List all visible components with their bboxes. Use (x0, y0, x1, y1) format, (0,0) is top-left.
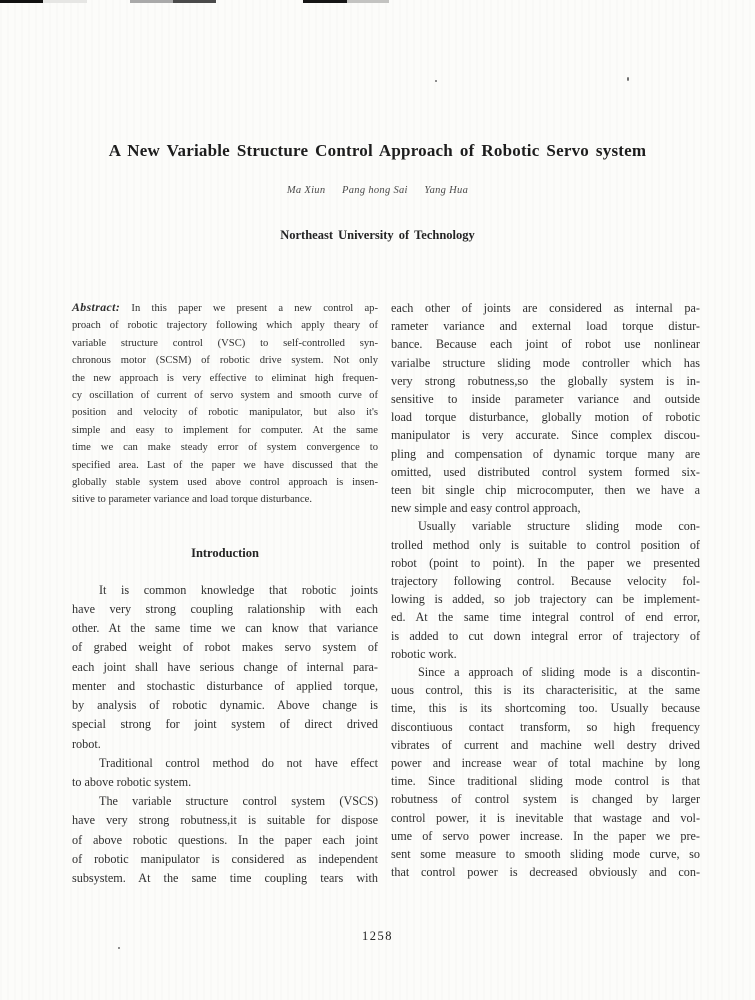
text-line: omitted, used distributed control system formed six- (391, 464, 700, 479)
text-line: chronous motor (SCSM) of robotic drive system. Not only (72, 355, 378, 367)
page-number: 1258 (362, 929, 393, 943)
scan-artifact (43, 0, 87, 3)
text-line: load torque disturbance, globally motion of robotic (391, 410, 700, 425)
text-line: of above robotic questions. In the paper each joint (72, 832, 378, 847)
text-line: position and velocity of robotic manipulator, but also it's (72, 407, 378, 419)
text-line: each joint shall have serious change of internal para- (72, 659, 378, 674)
text-line: proach of robotic trajectory following which apply theary of (72, 320, 378, 332)
text-line: uous control, this is its characterisitic, at the same (391, 683, 700, 698)
text-line: variable structure control (VSC) to self-controlled syn- (72, 337, 378, 349)
authors-line: Ma Xiun Pang hong Sai Yang Hua (286, 185, 469, 196)
text-line: globally stable system used above control approach is insen- (72, 477, 378, 489)
text-line: It is common knowledge that robotic joints (99, 582, 378, 597)
text-line: Abstract: In this paper we present a new control ap- (72, 300, 378, 314)
text-line: sent some measure to smooth sliding mode curve, so (391, 847, 700, 862)
text-line: Usually variable structure sliding mode con- (418, 519, 700, 534)
text-line: of robotic manipulator is considered as independent (72, 851, 378, 866)
text-line: sensitive to inside parameter variance and outside (391, 392, 700, 407)
scan-artifact (173, 0, 216, 3)
text-line: very strong robutness,so the globally system is in- (391, 373, 700, 388)
text-line: menter and stochastic disturbance of applied torque, (72, 678, 378, 693)
text-line: robutness of control system is changed by larger (391, 792, 700, 807)
scan-artifact (347, 0, 389, 3)
text-line: other. At the same time we can know that variance (72, 621, 378, 636)
text-line: lowing is added, so job trajectory can be implement- (391, 592, 700, 607)
text-line: varialbe structure sliding mode controller which has (391, 355, 700, 370)
text-line: robot (point to point). In the paper we presented (391, 555, 700, 570)
text-line: power and increase wear of total machine by long (391, 756, 700, 771)
text-line: sitive to parameter variance and load torque disturbance. (72, 494, 313, 506)
text-line: rameter variance and external load torque distur- (391, 319, 700, 334)
text-line: time. Since traditional sliding mode control is that (391, 774, 700, 789)
text-line: is added to cut down integral error of trajectory of (391, 628, 700, 643)
text-line: that control power is decreased obviously and con- (391, 865, 700, 880)
text-line: teen bit single chip microcomputer, then we have a (391, 483, 700, 498)
text-line: trajectory following control. Because velocity fol- (391, 574, 700, 589)
text-line: vibrates of current and machine well destry drived (391, 737, 700, 752)
text-line: by analysis of robotic dynamic. Above change is (72, 698, 378, 713)
text-line: Traditional control method do not have effect (99, 755, 378, 770)
text-line: special strong for joint system of direct drived (72, 717, 378, 732)
text-line: each other of joints are considered as internal pa- (391, 301, 700, 315)
text-line: Since a approach of sliding mode is a discontin- (418, 665, 700, 680)
text-line: trolled method only is suitable to control position of (391, 537, 700, 552)
text-line: ume of servo power increase. In the paper we pre- (391, 828, 700, 843)
text-line: cy oscillation of current of servo system and smooth curve of (72, 390, 378, 402)
text-line: specified area. Last of the paper we have discussed that the (72, 459, 378, 471)
abstract-label: Abstract: (72, 300, 121, 314)
affiliation: Northeast University of Technology (280, 228, 475, 242)
text-line: time we can make steady error of system convergence to (72, 442, 378, 454)
scan-speck (435, 80, 437, 82)
text-line: have very strong robutness,it is suitable for dispose (72, 813, 378, 828)
section-heading-introduction: Introduction (191, 545, 259, 560)
page-title: A New Variable Structure Control Approach of Robotic Servo system (108, 141, 647, 160)
text-line: The variable structure control system (VSCS) (99, 794, 378, 809)
text-line: pling and compensation of dynamic torque many are (391, 446, 700, 461)
scan-artifact (303, 0, 347, 3)
text-line: subsystem. At the same time coupling tears with (72, 870, 378, 885)
right-column-body (391, 299, 700, 882)
scan-artifact (130, 0, 173, 3)
right-column (391, 299, 700, 882)
abstract-section (72, 299, 378, 509)
text-line: to above robotic system. (72, 774, 192, 789)
text-line: new simple and easy control approach, (391, 501, 581, 516)
scan-speck (118, 947, 120, 949)
text-line: time, this is its shortcoming too. Usually because (391, 701, 700, 716)
scan-artifact (0, 0, 43, 3)
text-line: have very strong coupling ralationship with each (72, 602, 378, 617)
text-line: bance. Because each joint of robot use nonlinear (391, 337, 700, 352)
text-line: discontiuous contact transform, so high frequency (391, 719, 700, 734)
left-column-body (72, 581, 378, 888)
text-line: simple and easy to implement for computer. At the same (72, 424, 378, 436)
scan-speck (627, 77, 629, 81)
text-line: control power, it is inevitable that wastage and vol- (391, 810, 700, 825)
text-line: robot. (72, 736, 101, 751)
text-line: manipulator is very accurate. Since complex discou- (391, 428, 700, 443)
text-line: robotic work. (391, 646, 457, 661)
text-line: of grabed weight of robot makes servo system of (72, 640, 378, 655)
left-column (72, 299, 378, 888)
text-line: the new approach is very effective to eliminat high frequen- (72, 372, 378, 384)
text-line: ed. At the same time integral control of end error, (391, 610, 700, 625)
